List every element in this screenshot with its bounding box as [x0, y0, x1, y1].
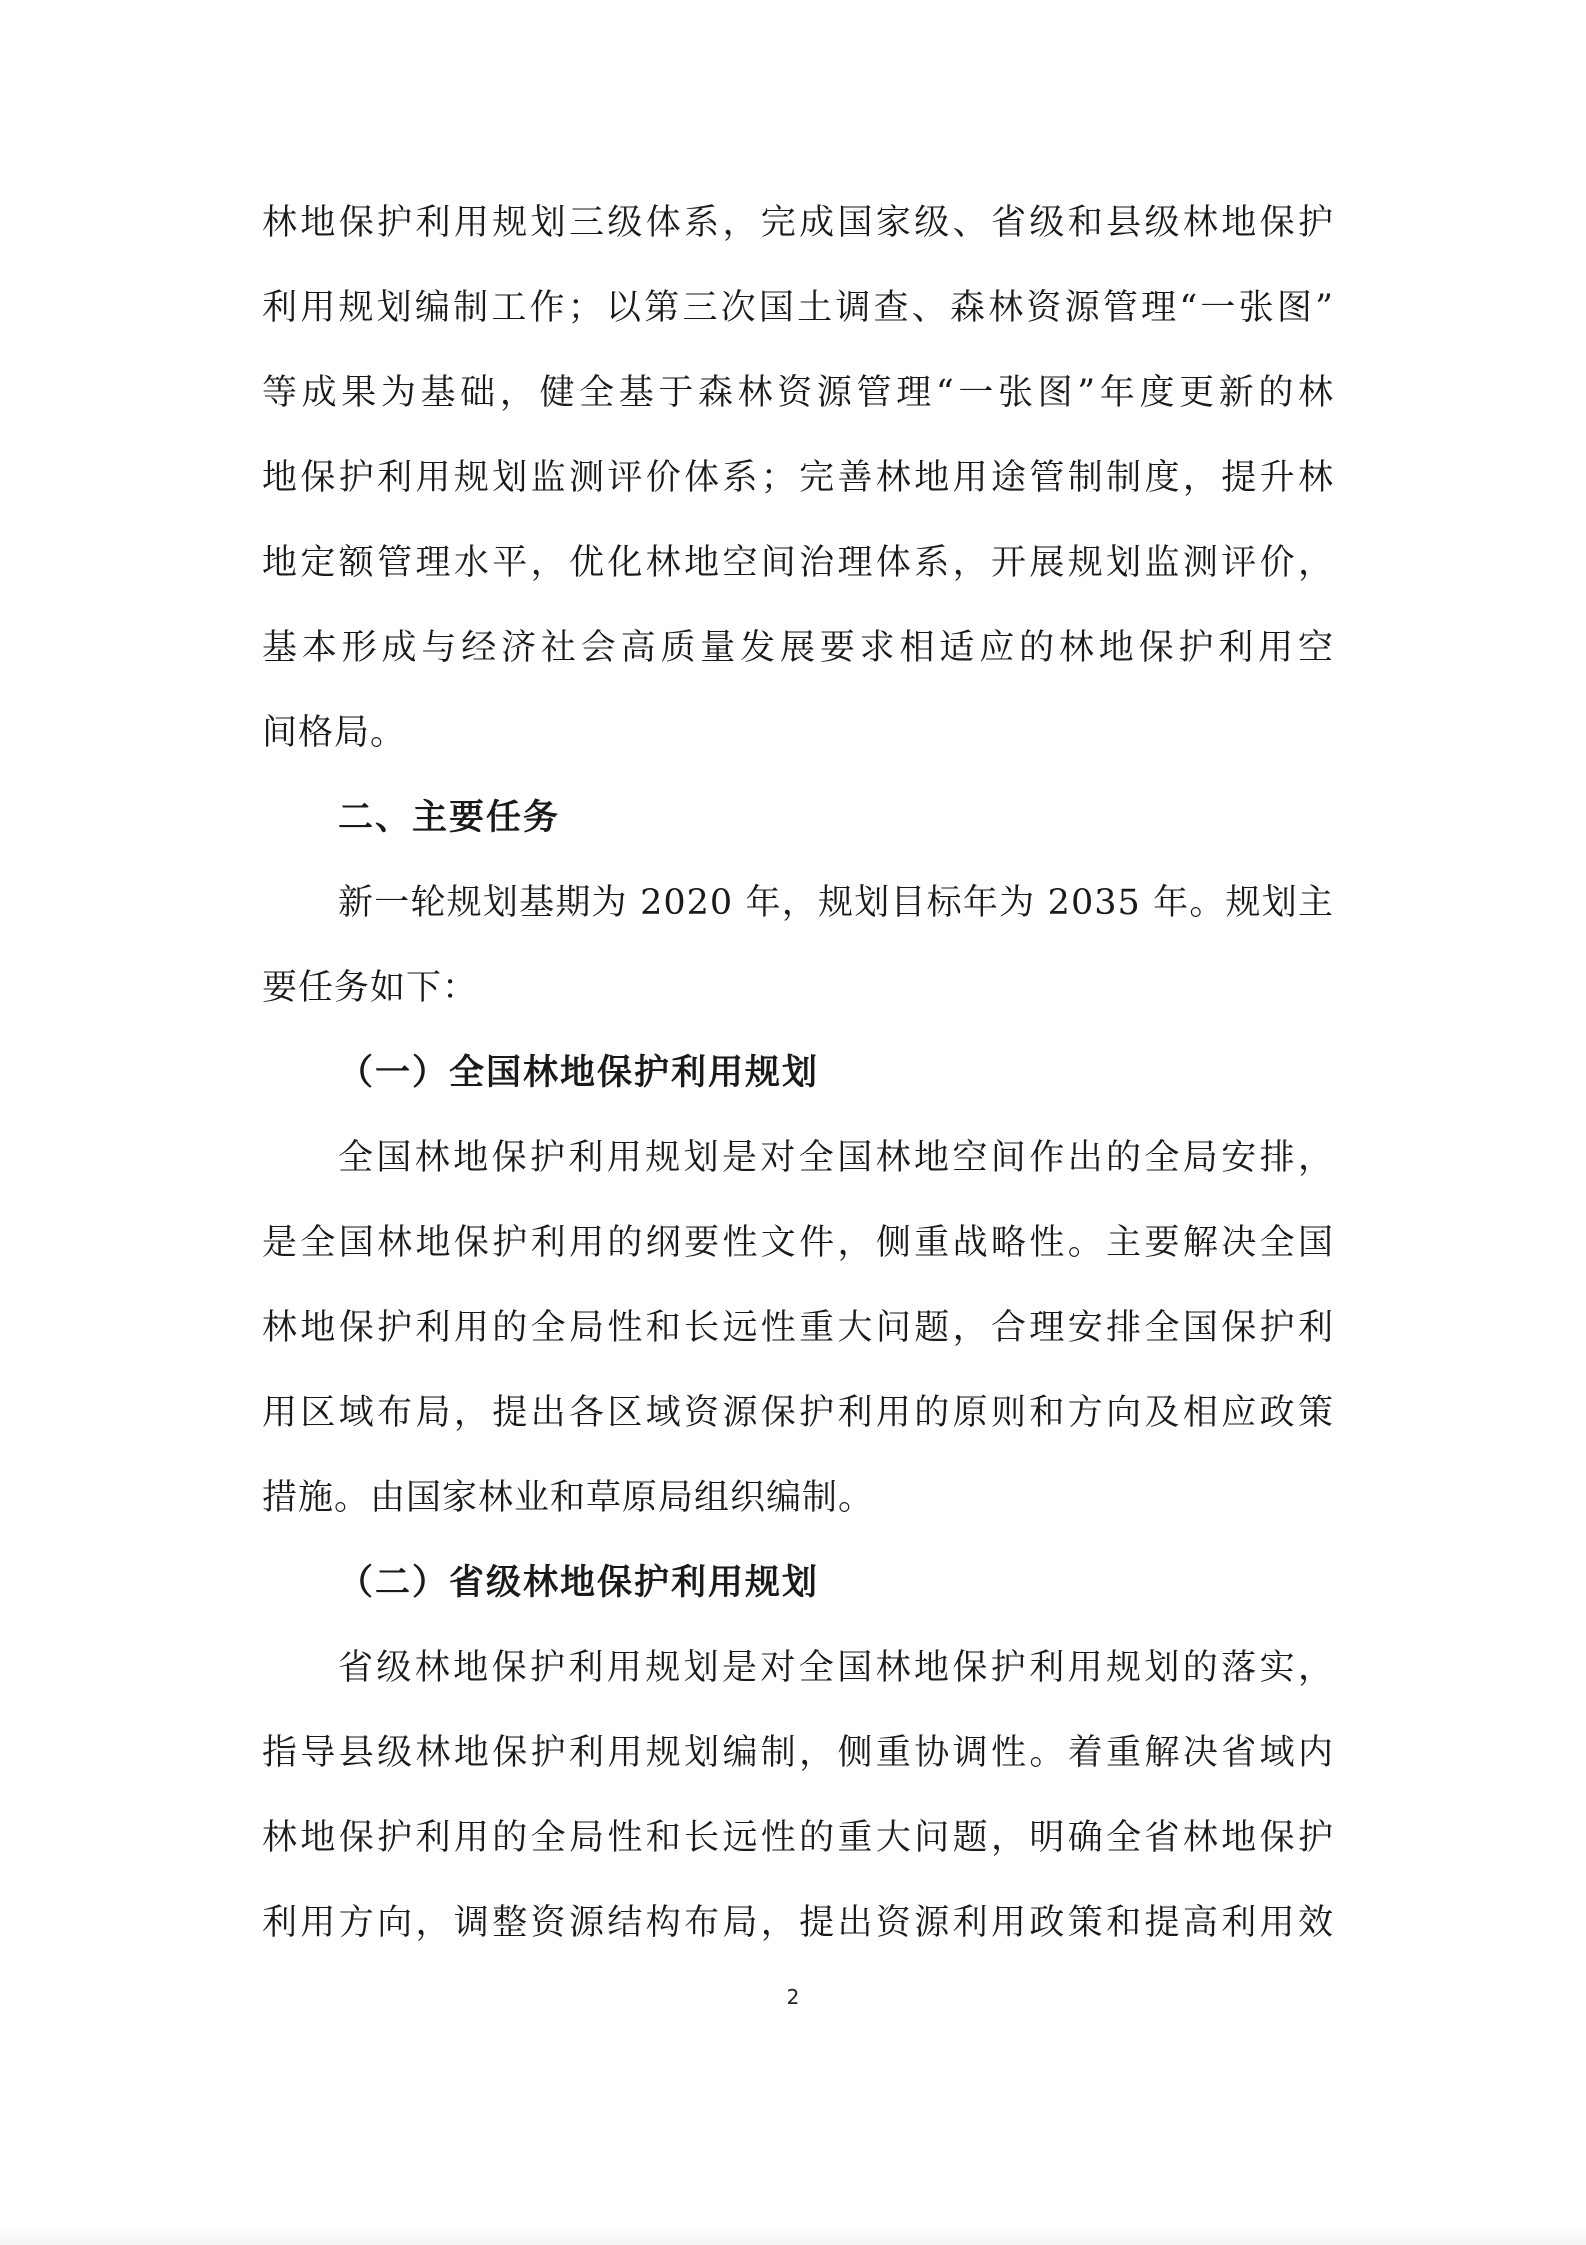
scan-edge-shading	[0, 2223, 1586, 2245]
paragraph-last-line: 措施。由国家林业和草原局组织编制。	[262, 1478, 875, 1518]
text-line: 指导县级林地保护利用规划编制，侧重协调性。着重解决省域内	[262, 1733, 1334, 1773]
paragraph-first-line: 省级林地保护利用规划是对全国林地保护利用规划的落实，	[338, 1648, 1334, 1688]
text-line: 林地保护利用的全局性和长远性的重大问题，明确全省林地保护	[262, 1818, 1334, 1858]
text-line: 地保护利用规划监测评价体系；完善林地用途管制制度，提升林	[262, 458, 1334, 498]
text-line: 林地保护利用规划三级体系，完成国家级、省级和县级林地保护	[262, 203, 1334, 243]
text-line: 利用规划编制工作；以第三次国土调查、森林资源管理“一张图”	[262, 288, 1334, 328]
section-heading: 二、主要任务	[338, 798, 561, 838]
text-line: 用区域布局，提出各区域资源保护利用的原则和方向及相应政策	[262, 1393, 1334, 1433]
paragraph-first-line: 全国林地保护利用规划是对全国林地空间作出的全局安排，	[338, 1138, 1334, 1178]
subsection-heading: （二）省级林地保护利用规划	[338, 1562, 820, 1603]
paragraph-last-line: 间格局。	[262, 713, 407, 753]
paragraph-first-line: 新一轮规划基期为 2020 年，规划目标年为 2035 年。规划主	[338, 883, 1334, 923]
text-line: 基本形成与经济社会高质量发展要求相适应的林地保护利用空	[262, 628, 1334, 668]
document-body	[262, 195, 1334, 1980]
text-line: 地定额管理水平，优化林地空间治理体系，开展规划监测评价，	[262, 543, 1334, 583]
text-line: 等成果为基础，健全基于森林资源管理“一张图”年度更新的林	[262, 373, 1334, 413]
text-line: 利用方向，调整资源结构布局，提出资源利用政策和提高利用效	[262, 1903, 1334, 1943]
subsection-heading: （一）全国林地保护利用规划	[338, 1052, 820, 1093]
page-number: 2	[786, 1985, 800, 2009]
text-line: 林地保护利用的全局性和长远性重大问题，合理安排全国保护利	[262, 1308, 1334, 1348]
text-line: 是全国林地保护利用的纲要性文件，侧重战略性。主要解决全国	[262, 1223, 1334, 1263]
paragraph-last-line: 要任务如下：	[262, 968, 479, 1008]
